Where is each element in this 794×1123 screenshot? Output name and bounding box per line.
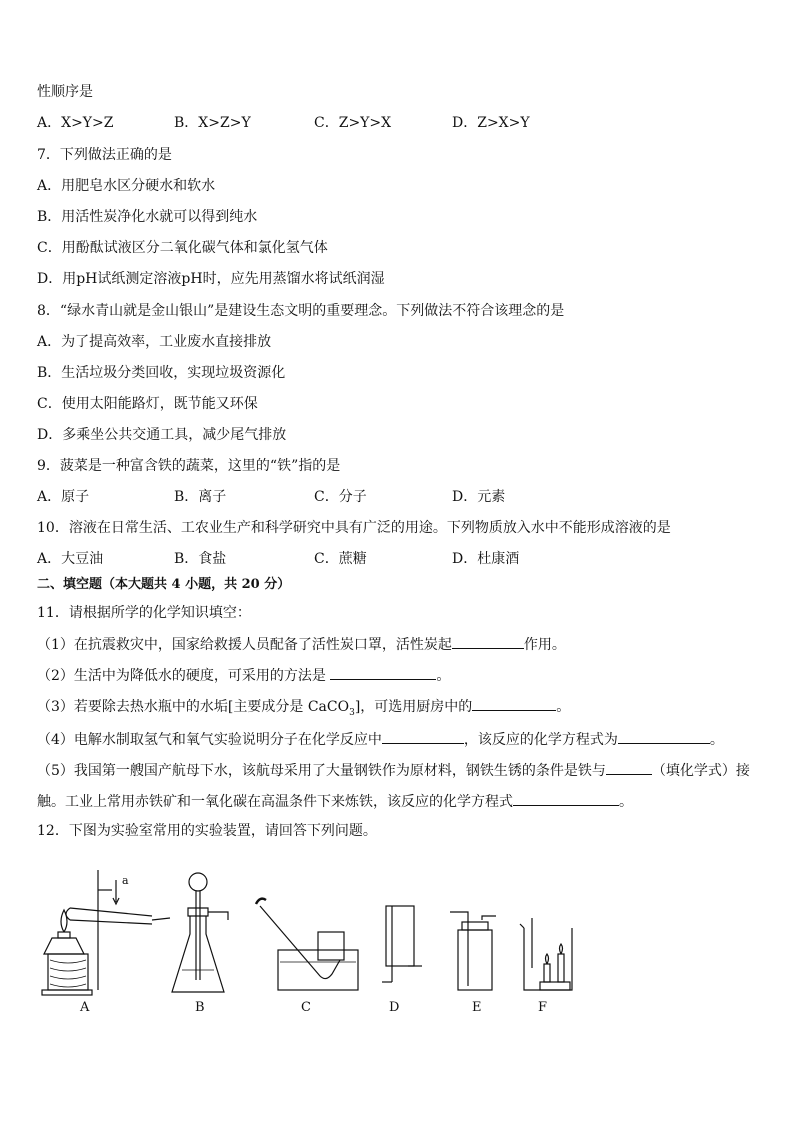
apparatus-b: [172, 873, 228, 992]
label-f: F: [538, 1000, 548, 1015]
q7-option-d: D．用pH试纸测定溶液pH时，应先用蒸馏水将试纸润湿: [37, 271, 385, 287]
q11-part1-tail: 作用。: [523, 637, 566, 653]
test-tube-top: [70, 908, 152, 916]
marker-a: a: [122, 874, 129, 887]
q11-part4-blank2[interactable]: [618, 729, 710, 744]
label-a: A: [80, 1000, 90, 1015]
q11-part4-blank1[interactable]: [382, 729, 464, 744]
q11-part2-text: （2）生活中为降低水的硬度，可采用的方法是: [37, 668, 331, 684]
q6-option-c: C．Z>Y>X: [314, 115, 392, 131]
lamp-neck: [58, 932, 70, 938]
q11-stem: 11．请根据所学的化学知识填空：: [37, 605, 251, 621]
q11-part3-text2: ]，可选用厨房中的: [354, 699, 473, 715]
q8-option-a: A．为了提高效率，工业废水直接排放: [37, 334, 272, 350]
delivery-hose: [260, 906, 340, 979]
q11-part5-text3: 触。工业上常用赤铁矿和一氧化碳在高温条件下来炼铁，该反应的化学方程式: [37, 794, 513, 810]
separating-funnel-bulb: [189, 873, 207, 891]
q11-part5-blank2[interactable]: [513, 791, 619, 806]
q8-option-b: B．生活垃圾分类回收，实现垃圾资源化: [37, 365, 286, 381]
tube-e-short: [482, 916, 496, 920]
apparatus-f: [520, 918, 572, 990]
label-e: E: [472, 1000, 482, 1015]
q10-stem: 10．溶液在日常生活、工农业生产和科学研究中具有广泛的用途。下列物质放入水中不能形成溶液的是: [37, 520, 671, 536]
q8-option-d: D．多乘坐公共交通工具，减少尾气排放: [37, 427, 287, 443]
q11-part4-text: （4）电解水制取氢气和氧气实验说明分子在化学反应中: [37, 732, 382, 748]
q11-part3-subscript: 3: [349, 707, 355, 718]
alcohol-lamp: [44, 938, 84, 954]
section-title: 二、填空题（本大题共 4 小题，共 20 分）: [37, 577, 291, 592]
q6-option-a: A．X>Y>Z: [37, 115, 114, 131]
q7-option-b: B．用活性炭净化水就可以得到纯水: [37, 209, 258, 225]
q11-part5-text2: （填化学式）接: [651, 763, 750, 779]
candle-tall: [558, 954, 564, 982]
q6-option-b: B．X>Z>Y: [174, 115, 251, 131]
stopper: [188, 908, 208, 916]
conical-flask: [172, 916, 224, 992]
label-b: B: [195, 1000, 205, 1015]
q11-part2-blank[interactable]: [330, 665, 436, 680]
collecting-bottle-d: [386, 906, 414, 966]
q11-part5-text: （5）我国第一艘国产航母下水，该航母采用了大量钢铁作为原材料，钢铁生锈的条件是铁与: [37, 763, 606, 779]
q11-part3-text: （3）若要除去热水瓶中的水垢[主要成分是 CaCO: [37, 699, 350, 715]
q11-part1: [37, 634, 566, 655]
q10-options: [37, 549, 757, 569]
delivery-tube: [152, 918, 170, 920]
q11-part4-text2: ，该反应的化学方程式为: [463, 732, 618, 748]
side-tube: [208, 912, 228, 920]
label-d: D: [389, 1000, 400, 1015]
q7-option-c: C．用酚酞试液区分二氧化碳气体和氯化氢气体: [37, 240, 328, 256]
q11-part5-blank1[interactable]: [606, 760, 652, 775]
q9-stem: 9．菠菜是一种富含铁的蔬菜，这里的“铁”指的是: [37, 458, 341, 474]
wood-block: [48, 954, 88, 990]
q11-part5-line2: [37, 791, 633, 812]
apparatus-a: [42, 870, 170, 995]
q9-option-a: A．原子: [37, 489, 90, 505]
test-tube-bottom: [70, 920, 152, 924]
q10-option-b: B．食盐: [174, 551, 227, 567]
candle-short: [544, 964, 550, 982]
q9-option-c: C．分子: [314, 489, 367, 505]
q11-part3-tail: 。: [556, 699, 571, 715]
q7-stem: 7．下列做法正确的是: [37, 147, 172, 163]
gas-jar: [318, 932, 344, 960]
apparatus-drawing: [30, 860, 590, 1000]
collecting-bottle-e: [458, 930, 492, 990]
q9-option-d: D．元素: [452, 489, 506, 505]
q9-option-b: B．离子: [174, 489, 227, 505]
q11-part3-blank[interactable]: [472, 696, 556, 711]
stand-base: [42, 990, 92, 995]
q10-option-c: C．蔗糖: [314, 551, 367, 567]
q11-part4-tail: 。: [709, 732, 724, 748]
label-c: C: [301, 1000, 311, 1015]
q6-options: [37, 113, 757, 133]
apparatus-e: [450, 912, 496, 990]
q11-part5-line1: [37, 760, 750, 781]
q11-part1-blank[interactable]: [452, 634, 524, 649]
q8-stem: 8．“绿水青山就是金山银山”是建设生态文明的重要理念。下列做法不符合该理念的是: [37, 303, 565, 319]
q11-part3: [37, 696, 570, 723]
q8-option-c: C．使用太阳能路灯，既节能又环保: [37, 396, 258, 412]
q7-option-a: A．用肥皂水区分硬水和软水: [37, 178, 216, 194]
q10-option-a: A．大豆油: [37, 551, 104, 567]
apparatus-c: [256, 899, 358, 990]
q11-part4: [37, 729, 724, 750]
tube-e-long: [450, 912, 468, 986]
apparatus-figure: [30, 860, 590, 1030]
apparatus-d: [382, 906, 422, 982]
q12-stem: 12．下图为实验室常用的实验装置，请回答下列问题。: [37, 823, 377, 839]
q11-part1-text: （1）在抗震救灾中，国家给救援人员配备了活性炭口罩，活性炭起: [37, 637, 452, 653]
q11-part5-tail: 。: [619, 794, 633, 810]
q10-option-d: D．杜康酒: [452, 551, 520, 567]
q9-options: [37, 487, 757, 507]
q11-part2-tail: 。: [436, 668, 451, 684]
q6-tail: 性顺序是: [37, 84, 93, 100]
q6-option-d: D．Z>X>Y: [452, 115, 530, 131]
q11-part2: [37, 665, 450, 686]
